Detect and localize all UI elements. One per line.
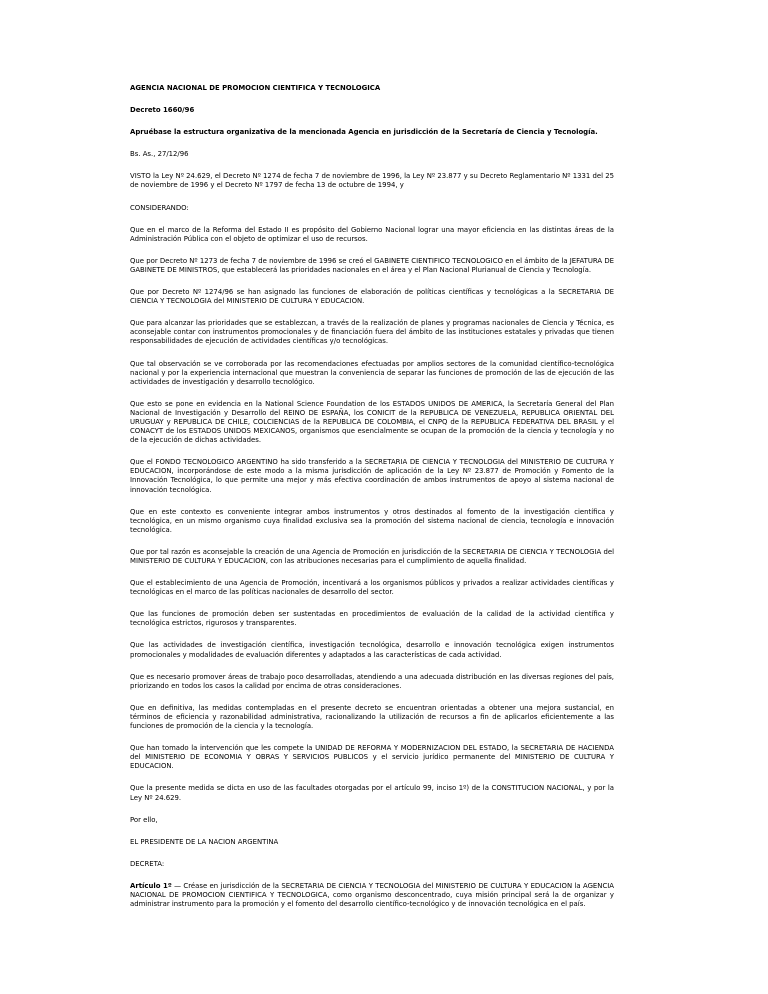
considerando-paragraph: Que para alcanzar las prioridades que se establezcan, a través de la realización de planes y programas nacionales de Ciencia y Técnica, es aconsejable contar con instrumentos promocionales y de financiación fuera del ámbito de las instituciones estatales y privadas que tienen responsabilidades de ejecución de actividades científicas y/o tecnológicas. (130, 319, 614, 346)
decree-number: Decreto 1660/96 (130, 106, 195, 115)
considerando-paragraph: Que han tomado la intervención que les compete la UNIDAD DE REFORMA Y MODERNIZACION DEL ESTADO, la SECRETARIA DE HACIENDA del MINISTERIO DE ECONOMIA Y OBRAS Y SERVICIOS PUBLICOS y el servicio jurídico permanente del MINISTERIO DE CULTURA Y EDUCACION. (130, 744, 614, 771)
article-1 (130, 882, 614, 909)
place-date: Bs. As., 27/12/96 (130, 150, 189, 159)
considerando-paragraph: Que esto se pone en evidencia en la National Science Foundation de los ESTADOS UNIDOS DE AMERICA, la Secretaría General del Plan Nacional de Investigación y Desarrollo del REINO DE ESPAÑA, los CONICIT de la REPUBLICA DE VENEZUELA, REPUBLICA ORIENTAL DEL URUGUAY y REPUBLICA DE CHILE, COLCIENCIAS de la REPUBLICA DE COLOMBIA, el CNPQ de la REPUBLICA FEDERATIVA DEL BRASIL y el CONACYT de los ESTADOS UNIDOS MEXICANOS, organismos que esencialmente se ocupan de la promoción de la ciencia y tecnología y no de la ejecución de dichas actividades. (130, 399, 614, 445)
considerando-paragraph: Que en el marco de la Reforma del Estado II es propósito del Gobierno Nacional lograr una mayor eficiencia en las distintas áreas de la Administración Pública con el objeto de optimizar el uso de recursos. (130, 225, 614, 243)
considerando-paragraph: Que en este contexto es conveniente integrar ambos instrumentos y otros destinados al fomento de la investigación científica y tecnológica, en un mismo organismo cuya finalidad exclusiva sea la promoción del sistema nacional de ciencia, tecnología e innovación tecnológica. (130, 507, 614, 534)
article-1-text: — Créase en jurisdicción de la SECRETARIA DE CIENCIA Y TECNOLOGIA del MINISTERIO DE CULTURA Y EDUCACION la AGENCIA NACIONAL DE PROMOCION CIENTIFICA Y TECNOLOGICA, como organismo desconcentrado, cuya misión principal será la de organizar y administrar instrumento para la promoción y el fomento del desarrollo científico-tecnológico y de innovación tecnológica en el país. (130, 881, 614, 909)
visto-paragraph: VISTO la Ley Nº 24.629, el Decreto Nº 1274 de fecha 7 de noviembre de 1996, la Ley Nº 23.877 y su Decreto Reglamentario Nº 1331 del 25 de noviembre de 1996 y el Decreto Nº 1797 de fecha 13 de octubre de 1994, y (130, 172, 614, 190)
por-ello: Por ello, (130, 815, 158, 824)
considerando-paragraph: Que es necesario promover áreas de trabajo poco desarrolladas, atendiendo a una adecuada distribución en las diversas regiones del país, priorizando en todos los casos la calidad por encima de otras consideraciones. (130, 672, 614, 690)
considerando-paragraph: Que el establecimiento de una Agencia de Promoción, incentivará a los organismos públicos y privados a realizar actividades científicas y tecnológicas en el marco de las políticas nacionales de desarrollo del sector. (130, 579, 614, 597)
article-1-label: Artículo 1º (130, 881, 172, 890)
considerando-paragraph: Que por Decreto Nº 1273 de fecha 7 de noviembre de 1996 se creó el GABINETE CIENTIFICO TECNOLOGICO en el ámbito de la JEFATURA DE GABINETE DE MINISTROS, que establecerá las prioridades nacionales en el área y el Plan Nacional Plurianual de Ciencia y Tecnología. (130, 256, 614, 274)
considerando-paragraph: Que las funciones de promoción deben ser sustentadas en procedimientos de evaluación de la calidad de la actividad científica y tecnológica estrictos, rigurosos y transparentes. (130, 610, 614, 628)
considerando-paragraph: Que las actividades de investigación científica, investigación tecnológica, desarrollo e innovación tecnológica exigen instrumentos promocionales y modalidades de evaluación diferentes y adaptados a las características de cada actividad. (130, 641, 614, 659)
considerando-paragraph: Que por tal razón es aconsejable la creación de una Agencia de Promoción en jurisdicción de la SECRETARIA DE CIENCIA Y TECNOLOGIA del MINISTERIO DE CULTURA Y EDUCACION, con las atribuciones necesarias para el cumplimiento de aquella finalidad. (130, 547, 614, 565)
agency-heading: AGENCIA NACIONAL DE PROMOCION CIENTIFICA Y TECNOLOGICA (130, 84, 381, 92)
president-line: EL PRESIDENTE DE LA NACION ARGENTINA (130, 837, 279, 846)
considerando-paragraph: Que tal observación se ve corroborada por las recomendaciones efectuadas por amplios sectores de la comunidad científico-tecnológica nacional y por la experiencia internacional que muestran la conveniencia de separar las funciones de promoción de las de ejecución de las actividades de investigación y desarrollo tecnológico. (130, 359, 614, 386)
considerando-label: CONSIDERANDO: (130, 203, 189, 212)
considerando-paragraph: Que el FONDO TECNOLOGICO ARGENTINO ha sido transferido a la SECRETARIA DE CIENCIA Y TECNOLOGIA del MINISTERIO DE CULTURA Y EDUCACION, incorporándose de este modo a la misma jurisdicción de aplicación de la Ley Nº 23.877 de Promoción y Fomento de la Innovación Tecnológica, lo que permite una mejor y más efectiva coordinación de ambos instrumentos de apoyo al sistema nacional de innovación tecnológica. (130, 458, 614, 494)
decree-summary: Apruébase la estructura organizativa de la mencionada Agencia en jurisdicción de la Secretaría de Ciencia y Tecnología. (130, 128, 598, 137)
considerando-paragraph: Que por Decreto Nº 1274/96 se han asignado las funciones de elaboración de políticas científicas y tecnológicas a la SECRETARIA DE CIENCIA Y TECNOLOGIA del MINISTERIO DE CULTURA Y EDUCACION. (130, 288, 614, 306)
considerando-paragraph: Que en definitiva, las medidas contempladas en el presente decreto se encuentran orientadas a obtener una mejora sustancial, en términos de eficiencia y razonabilidad administrativa, racionalizando la utilización de recursos a fin de aplicarlos eficientemente a las funciones de promoción de la ciencia y la tecnología. (130, 703, 614, 731)
considerando-paragraph: Que la presente medida se dicta en uso de las facultades otorgadas por el artículo 99, inciso 1º) de la CONSTITUCION NACIONAL, y por la Ley Nº 24.629. (130, 784, 614, 802)
decreta-label: DECRETA: (130, 859, 165, 868)
document-page (130, 84, 614, 922)
